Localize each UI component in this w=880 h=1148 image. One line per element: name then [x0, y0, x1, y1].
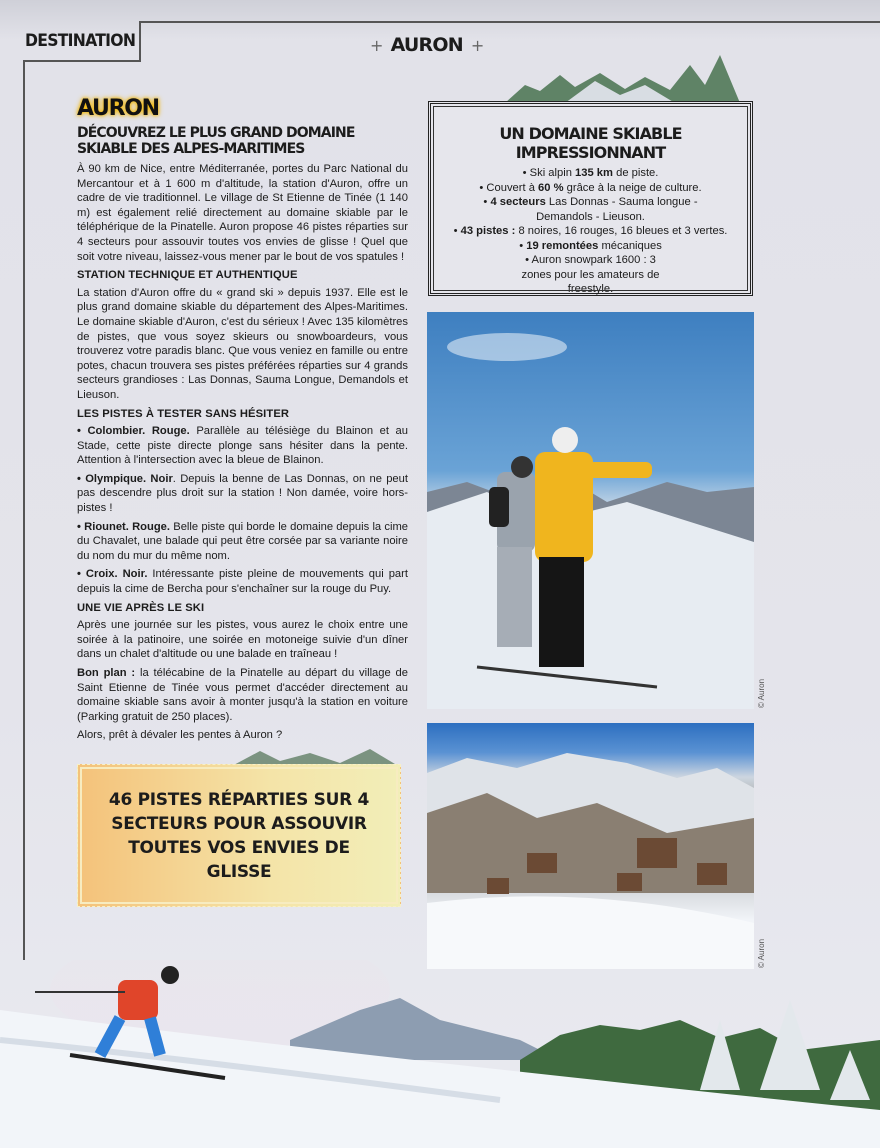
piste-item: • Croix. Noir. Intéressante piste pleine de mouvements qui part depuis la cime de Bercha pour s'enchaîner sur la rouge du Puy. [77, 568, 408, 596]
skiers-illustration [427, 312, 754, 709]
intro-paragraph: À 90 km de Nice, entre Méditerranée, portes du Parc National du Mercantour et à 1 600 m d'altitude, la station d'Auron, offre un cadre de vie traditionnel. Le village de St Etienne de Tinée (1 140 m) est également relié directement au domaine skiable par le téléphérique de la Pinatelle. Auron propose 46 pistes réparties sur 4 secteurs pour assouvir toutes vos envies de glisse ! Quel que soit votre niveau, laissez-vous mener par le bout de vos spatules ! [77, 163, 408, 263]
skiers-photo [427, 312, 754, 709]
village-illustration [427, 723, 754, 969]
frame-line [23, 60, 25, 960]
page-header: + AURON + [370, 34, 484, 56]
bon-plan-paragraph: Bon plan : la télécabine de la Pinatelle au départ du village de Saint Etienne de Tinée vous permet d'accéder directement au domaine skiable sans avoir à monter jusqu'à la station en voiture (Parking gratuit de 250 places). [77, 667, 408, 723]
photo-credit: © Auron [757, 938, 766, 968]
ski-slope-scene [0, 960, 880, 1148]
paragraph: La station d'Auron offre du « grand ski » depuis 1937. Elle est le plus grand domaine skiable du département des Alpes-Maritimes. Le domaine skiable d'Auron, c'est du sérieux ! Avec 135 kilomètres de pistes, que vous soyez skieurs ou snowboardeurs, vous trouverez votre paradis blanc. Que vous veniez en famille ou entre potes, chacun trouvera ses pistes préférées réparties sur 4 grands secteurs grandioses : Las Donnas, Sauma Longue, Demandols et Lieuson. [77, 286, 408, 401]
frame-line [139, 21, 141, 61]
frame-line [23, 60, 141, 62]
piste-item: • Colombier. Rouge. Parallèle au télésiège du Blainon et au Stade, cette piste directe plonge sans hésiter dans la pente. Attention à l'intersection avec la bleue de Blainon. [77, 425, 408, 467]
paragraph: Après une journée sur les pistes, vous aurez le choix entre une soirée à la patinoire, une soirée en motoneige suivie d'un dîner dans un chalet d'altitude ou une balade en traîneau ! [77, 619, 408, 661]
piste-item: • Olympique. Noir. Depuis la benne de Las Donnas, on ne peut pas descendre plus droit sur la station ! Non damée, voire hors-pistes ! [77, 472, 408, 515]
outro-paragraph: Alors, prêt à dévaler les pentes à Auron ? [77, 729, 283, 742]
facts-box [428, 101, 753, 296]
article-title: AURON [77, 96, 159, 121]
header-title: AURON [390, 34, 463, 56]
fact-item: • Couvert à 60 % grâce à la neige de culture. [479, 181, 702, 194]
fact-item: • 19 remontées mécaniques [519, 239, 662, 252]
piste-item: • Riounet. Rouge. Belle piste qui borde le domaine depuis la cime du Chavalet, une balade qui peut être corsée par sa variante noire du nom du mur du même nom. [77, 520, 408, 562]
section-rubric: DESTINATION [25, 31, 136, 51]
pull-quote: 46 PISTES RÉPARTIES SUR 4 SECTEURS POUR ASSOUVIR TOUTES VOS ENVIES DE GLISSE [77, 764, 401, 907]
frame-line [139, 21, 880, 23]
article-subtitle: DÉCOUVREZ LE PLUS GRAND DOMAINE SKIABLE DES ALPES-MARITIMES [77, 125, 355, 157]
photo-credit: © Auron [757, 678, 766, 708]
section-heading: LES PISTES À TESTER SANS HÉSITER [77, 407, 290, 420]
village-photo [427, 723, 754, 969]
section-heading: STATION TECHNIQUE ET AUTHENTIQUE [77, 269, 298, 282]
fact-item: • 4 secteurs Las Donnas - Sauma longue - Demandols - Lieuson. [483, 196, 698, 223]
mountain-trees-decoration [505, 45, 740, 103]
fact-item: • Ski alpin 135 km de piste. [522, 167, 659, 179]
article-column [77, 97, 408, 747]
section-heading: UNE VIE APRÈS LE SKI [77, 601, 205, 614]
facts-title: UN DOMAINE SKIABLE IMPRESSIONNANT [499, 124, 682, 162]
fact-item: • 43 pistes : 8 noires, 16 rouges, 16 bleues et 3 vertes. [453, 225, 728, 237]
fact-item: • Auron snowpark 1600 : 3 zones pour les amateurs de freestyle. [521, 254, 660, 295]
